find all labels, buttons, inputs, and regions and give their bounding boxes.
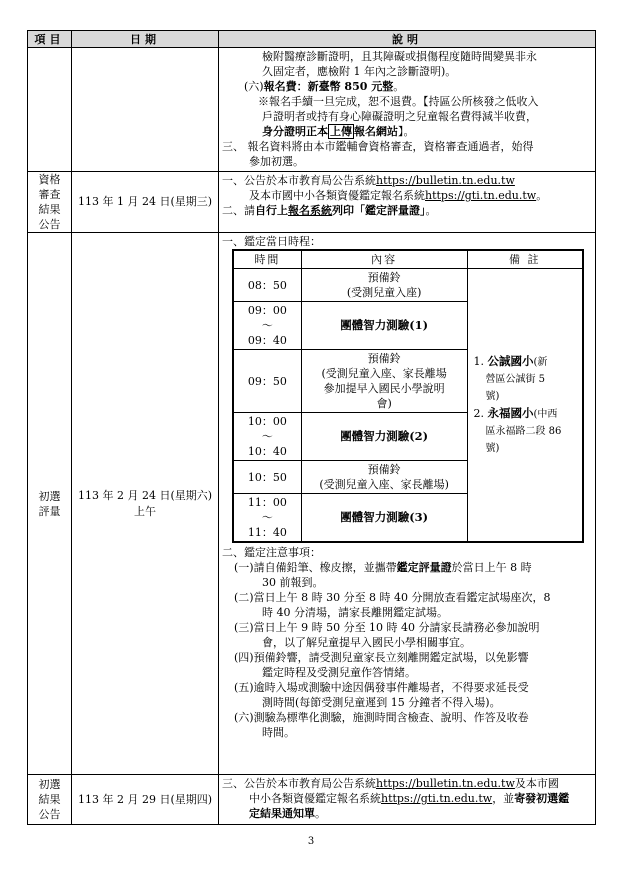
loc-name: 永福國小 <box>487 406 534 420</box>
sched-title: 一、鑑定當日時程： <box>222 235 321 248</box>
time-line: 09：00 <box>247 304 287 317</box>
text-bold: 鑑定評量證 <box>396 561 452 574</box>
loc-addr: 營區公誠街 5 <box>485 374 546 385</box>
text-line <box>222 806 592 821</box>
text: 中小各類資優鑑定報名系統 <box>249 792 381 805</box>
loc-addr: (新 <box>533 357 548 368</box>
text-line <box>222 124 592 139</box>
time-line: 11：00 <box>247 496 287 509</box>
text-line: 檢附醫療診斷證明，且其障礙或損傷程度隨時間變異非永 <box>262 50 537 63</box>
text-bold-underline: 報名系統 <box>288 204 332 217</box>
text-line <box>222 203 592 218</box>
text-bold: 寄發初選鑑 <box>514 792 570 805</box>
header-desc: 說明 <box>219 31 596 48</box>
text-line: (二)當日上午 8 時 30 分至 8 時 40 分開放查看鑑定試場座次，8 <box>234 591 551 604</box>
date-cell: 113 年 2 月 29 日(星期四) <box>72 775 219 825</box>
text-line: 時 40 分清場，請家長離開鑑定試場。 <box>262 606 448 619</box>
text: 及本市國中小各類資優鑑定報名系統 <box>249 189 425 202</box>
text-line: 時間。 <box>262 726 295 739</box>
fee-suffix: 。 <box>393 80 405 93</box>
table-row <box>28 172 596 233</box>
text: 。 <box>536 189 548 202</box>
sched-header-row <box>233 250 583 269</box>
sched-time <box>233 302 301 350</box>
desc-cell <box>219 48 596 172</box>
text-line: 三、 報名資料將由本市鑑輔會資格審查，資格審查通過者，始得 <box>222 140 534 153</box>
item-cell <box>28 172 72 233</box>
text-line <box>222 560 592 575</box>
item-label: 資格審查結果公告 <box>38 173 61 231</box>
note-end: 】。 <box>398 125 415 138</box>
fee-text: 報名費：新臺幣 850 元整 <box>263 80 394 93</box>
text-line: 鑑定時程及受測兒童作答情緒。 <box>262 666 416 679</box>
header-item: 項目 <box>28 31 72 48</box>
time-line: ～ <box>261 319 273 332</box>
text-line: 參加初選。 <box>249 155 304 168</box>
date-cell: 113 年 1 月 24 日(星期三) <box>72 172 219 233</box>
text-line <box>222 188 592 203</box>
text: (一)請自備鉛筆、橡皮擦，並攜帶 <box>234 561 397 574</box>
sched-time: 08：50 <box>233 269 301 302</box>
loc-name: 公誠國小 <box>487 354 534 368</box>
loc-addr: 號) <box>485 443 500 454</box>
note-boxed: 上傳 <box>330 125 352 138</box>
sched-time <box>233 494 301 543</box>
text-line: 30 前報到。 <box>262 576 324 589</box>
content-line: (受測兒童入座、家長離場 <box>321 367 447 380</box>
time-line: 10：00 <box>247 415 287 428</box>
sched-content <box>301 269 467 302</box>
sched-content <box>301 494 467 543</box>
gti-link[interactable]: https://gti.tn.edu.tw <box>381 792 493 805</box>
sched-content <box>301 413 467 461</box>
location-2 <box>474 405 581 423</box>
text: 一、公告於本市教育局公告系統 <box>222 174 376 187</box>
location-note <box>467 269 583 543</box>
text-line: 會，以了解兒童提早入國民小學相關事宜。 <box>262 636 471 649</box>
text: ，並 <box>492 792 515 805</box>
table-header-row <box>28 31 596 48</box>
test-name: 團體智力測驗(1) <box>340 318 429 332</box>
location-1 <box>474 353 581 371</box>
day-schedule-table <box>232 249 584 543</box>
text: 二、請 <box>222 204 255 217</box>
page-number: 3 <box>307 836 315 847</box>
text-line <box>222 791 592 806</box>
content-line: 預備鈴 <box>367 463 401 476</box>
desc-cell <box>219 775 596 825</box>
text-line: (六)測驗為標準化測驗，施測時間含檢查、說明、作答及收卷 <box>234 711 529 724</box>
content-line: (受測兒童入座) <box>346 286 422 299</box>
text-line: 戶證明者或持有身心障礙證明之兒童報名費得減半收費， <box>262 110 537 123</box>
text-line: 測時間(每節受測兒童遲到 15 分鐘者不得入場)。 <box>262 696 501 709</box>
table-row <box>28 48 596 172</box>
text-line: (五)逾時入場或測驗中途因偶發事件離場者，不得要求延長受 <box>234 681 529 694</box>
table-row <box>28 233 596 775</box>
item-label: 初選結果公告 <box>38 778 61 821</box>
sched-time: 09：50 <box>233 350 301 413</box>
content-line: 會) <box>376 397 392 410</box>
test-name: 團體智力測驗(3) <box>340 510 429 524</box>
notes-title: 二、鑑定注意事項： <box>222 546 321 559</box>
note-bold: 身分證明正本 <box>262 125 328 138</box>
content-line: 預備鈴 <box>367 271 401 284</box>
table-row <box>28 775 596 825</box>
text: 。 <box>315 807 326 820</box>
content-line: (受測兒童入座、家長離場) <box>319 478 449 491</box>
header-date: 日期 <box>72 31 219 48</box>
text-line: 久固定者，應檢附 1 年內之診斷證明)。 <box>262 65 457 78</box>
item-cell <box>28 233 72 775</box>
content-line: 預備鈴 <box>367 352 401 365</box>
test-name: 團體智力測驗(2) <box>340 429 429 443</box>
loc-num: 1. <box>473 355 484 368</box>
sched-row <box>233 269 583 302</box>
gti-link[interactable]: https://gti.tn.edu.tw <box>425 189 537 202</box>
text-bold: 自行上 <box>255 204 288 217</box>
date-cell <box>72 233 219 775</box>
bulletin-link[interactable]: https://bulletin.tn.edu.tw <box>376 174 515 187</box>
text-line: (四)預備鈴響，請受測兒童家長立刻離開鑑定試場，以免影響 <box>234 651 529 664</box>
text-bold: 定結果通知單 <box>249 807 315 820</box>
loc-addr: 號) <box>485 391 500 402</box>
loc-num: 2. <box>473 407 484 420</box>
text-line <box>222 173 592 188</box>
date-line: 113 年 2 月 24 日(星期六) <box>77 488 213 502</box>
content-line: 參加提早入國民小學說明 <box>323 382 445 395</box>
desc-cell <box>219 172 596 233</box>
bulletin-link[interactable]: https://bulletin.tn.edu.tw <box>376 777 515 790</box>
loc-addr: (中西 <box>533 409 558 420</box>
item-label: 初選評量 <box>38 489 61 518</box>
item-cell <box>28 775 72 825</box>
time-line: ～ <box>261 430 273 443</box>
text-line: ※報名手續一旦完成，恕不退費。【持區公所核發之低收入 <box>258 95 539 108</box>
text: 。 <box>425 204 437 217</box>
sched-header-time: 時間 <box>233 250 301 269</box>
fee-line <box>222 79 592 94</box>
time-line: 10：40 <box>247 445 287 458</box>
fee-prefix: (六) <box>244 80 264 93</box>
sched-content <box>301 350 467 413</box>
sched-time: 10：50 <box>233 461 301 494</box>
text-bold: 列印「鑑定評量證」 <box>332 204 426 217</box>
schedule-table <box>27 30 596 825</box>
item-cell <box>28 48 72 172</box>
text-line <box>222 776 592 791</box>
text: 三、公告於本市教育局公告系統 <box>222 777 376 790</box>
sched-time <box>233 413 301 461</box>
date-line: 上午 <box>134 504 156 518</box>
time-line: ～ <box>261 511 273 524</box>
text-line: (三)當日上午 9 時 50 分至 10 時 40 分請家長請務必參加說明 <box>234 621 540 634</box>
note-bold: 報名網站 <box>354 125 398 138</box>
desc-cell <box>219 233 596 775</box>
time-line: 11：40 <box>247 526 287 539</box>
sched-content <box>301 302 467 350</box>
sched-content <box>301 461 467 494</box>
date-cell <box>72 48 219 172</box>
sched-header-content: 內容 <box>301 250 467 269</box>
text: 及本市國 <box>514 777 559 790</box>
text: 於當日上午 8 時 <box>451 561 532 574</box>
sched-header-note: 備 註 <box>467 250 583 269</box>
time-line: 09：40 <box>247 334 287 347</box>
loc-addr: 區永福路二段 86 <box>485 426 562 437</box>
